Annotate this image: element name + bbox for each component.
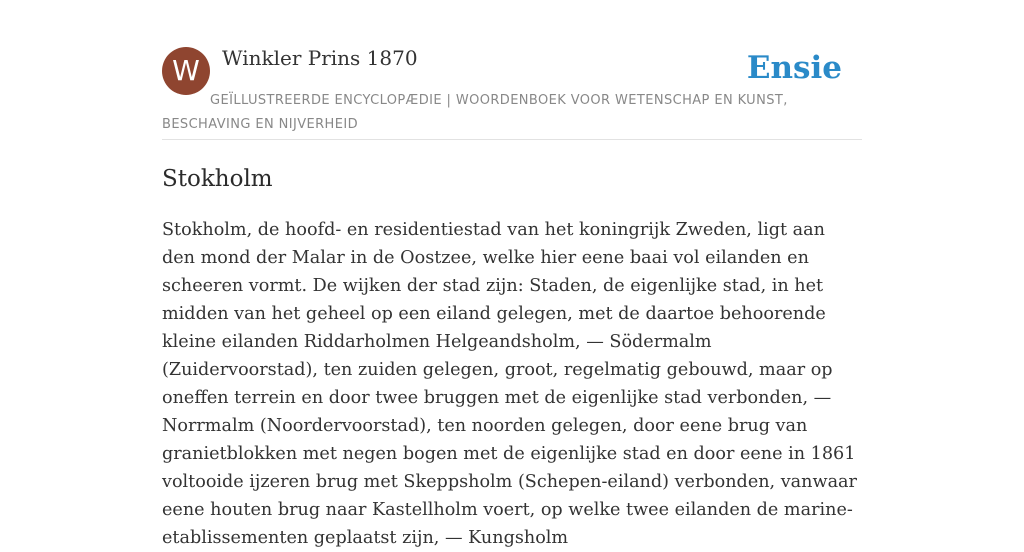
source-title[interactable]: Winkler Prins 1870 [222, 46, 418, 70]
avatar[interactable]: W [162, 47, 210, 95]
header-divider [162, 139, 862, 140]
source-subtitle: GEÏLLUSTREERDE ENCYCLOPÆDIE | WOORDENBOEK VOOR WETENSCHAP EN KUNST, BESCHAVING EN NIJVERHEID [162, 93, 788, 132]
entry-body: Stokholm, de hoofd- en residentiestad van het koningrijk Zweden, ligt aan den mond der Malar in de Oostzee, welke hier eene baai vol eilanden en scheeren vormt. De wijken der stad zijn: Staden, de eigenlijke stad, in het midden van het geheel op een eiland gelegen, met de daartoe behoorende kleine eilanden Riddarholmen Helgeandsholm, — Södermalm (Zuidervoorstad), ten zuiden gelegen, groot, regelmatig gebouwd, maar op oneffen terrein en door twee bruggen met de eigenlijke stad verbonden, — Norrmalm (Noordervoorstad), ten noorden gelegen, door eene brug van granietblokken met negen bogen met de eigenlijke stad en door eene in 1861 voltooide ijzeren brug met Skeppsholm (Schepen-eiland) verbonden, vanwaar eene houten brug naar Kastellholm voert, op welke twee eilanden de marine-etablissementen geplaatst zijn, — Kungsholm [162, 220, 857, 548]
entry-title: Stokholm [162, 166, 273, 192]
brand-logo[interactable]: Ensie [746, 50, 842, 86]
